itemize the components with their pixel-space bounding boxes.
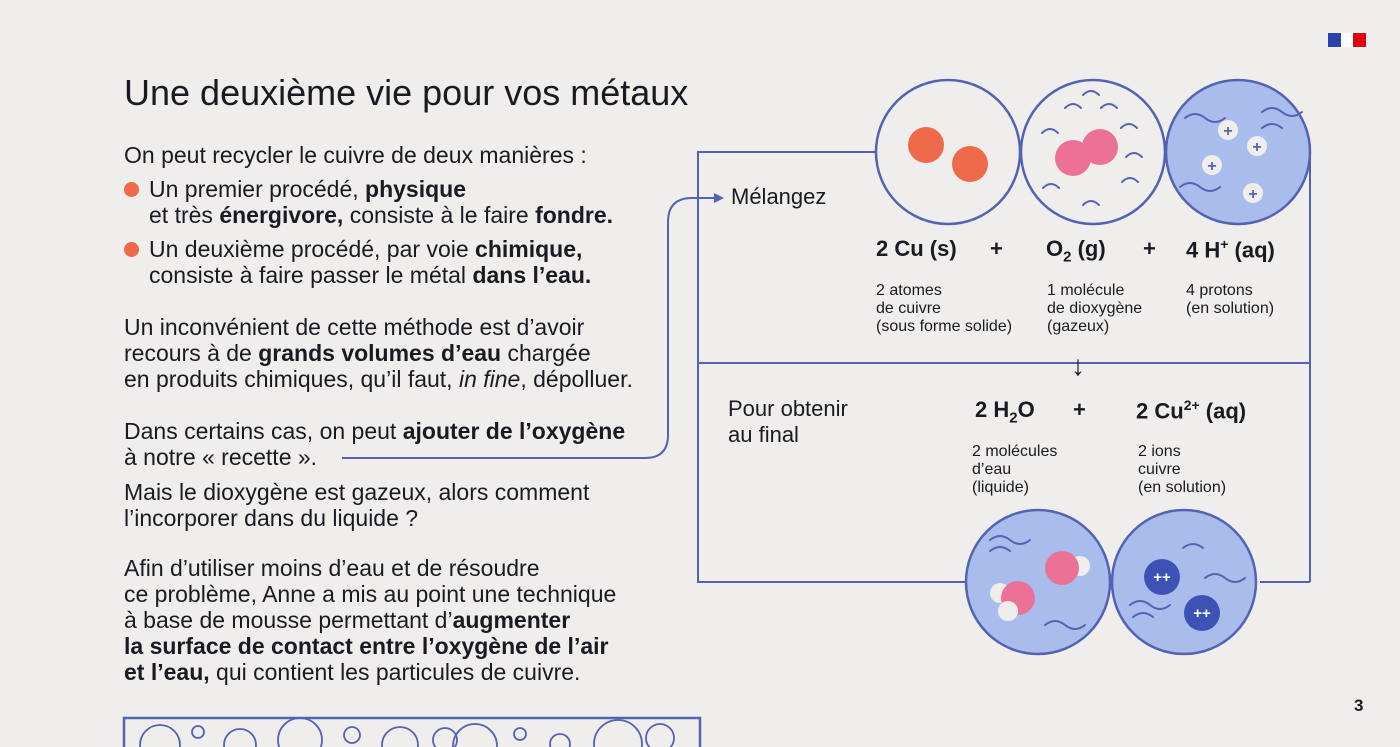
ion-symbol: ++ xyxy=(1193,605,1211,622)
plus-sign: + xyxy=(990,236,1003,261)
proton-symbol: + xyxy=(1248,186,1258,203)
plus-sign: + xyxy=(1143,236,1156,261)
water-caption: 2 molécules d’eau (liquide) xyxy=(972,443,1058,496)
bullet-physical: Un premier procédé, physique et très énergivore, consiste à le faire fondre. xyxy=(124,176,684,228)
page-title: Une deuxième vie pour vos métaux xyxy=(124,72,689,113)
intro-text: On peut recycler le cuivre de deux manières : xyxy=(124,142,587,168)
protons-formula: 4 H+ (aq) xyxy=(1186,236,1275,263)
connector-line xyxy=(342,198,714,458)
protons-caption: 4 protons (en solution) xyxy=(1186,282,1275,317)
proton-symbol: + xyxy=(1223,123,1233,140)
result-label: Pour obtenir au final xyxy=(728,396,848,447)
copper-atoms-circle xyxy=(876,80,1020,224)
copper-ion-formula: 2 $Cu^{2+}$ (aq) xyxy=(1136,397,1247,424)
copper-formula: 2 Cu (s) xyxy=(876,236,957,261)
connector-arrow-icon xyxy=(714,193,724,203)
reaction-arrow-icon: ↓ xyxy=(1071,350,1085,381)
copper-caption: 2 atomes de cuivre (sous forme solide) xyxy=(876,282,1013,335)
bullet-chemical: Un deuxième procédé, par voie chimique, consiste à faire passer le métal dans l’eau. xyxy=(124,236,684,288)
proton-symbol: + xyxy=(1252,139,1262,156)
water-molecules-circle xyxy=(966,510,1110,654)
oxygen-atom-icon xyxy=(1055,140,1091,176)
copper-ion-caption: 2 ions cuivre (en solution) xyxy=(1138,443,1227,496)
foam-strip-decoration xyxy=(124,718,700,747)
copper-atom-icon xyxy=(952,146,988,182)
ion-symbol: ++ xyxy=(1153,569,1171,586)
oxygen-paragraph: Dans certains cas, on peut ajouter de l’oxygène à notre « recette ». xyxy=(124,418,626,470)
plus-sign: + xyxy=(1073,397,1086,422)
oxygen-formula: $O_2$ (g) xyxy=(1046,236,1106,266)
drawback-paragraph: Un inconvénient de cette méthode est d’avoir recours à de grands volumes d’eau chargée en produits chimiques, qu’il faut, in fine, dépolluer. xyxy=(124,314,633,392)
solution-paragraph: Afin d’utiliser moins d’eau et de résoudre ce problème, Anne a mis au point une technique à base de mousse permettant d’augmenter la surface de contact entre l’oxygène de l’air et l’eau, qui contient les particules de cuivre. xyxy=(124,555,617,685)
oxygen-caption: 1 molécule de dioxygène (gazeux) xyxy=(1047,282,1143,335)
protons-circle xyxy=(1166,80,1310,224)
mix-label: Mélangez xyxy=(731,184,827,209)
proton-symbol: + xyxy=(1207,158,1217,175)
water-formula: 2 $H_2O$ xyxy=(975,397,1035,427)
page-number: 3 xyxy=(1354,696,1364,715)
gas-question-paragraph: Mais le dioxygène est gazeux, alors comment l’incorporer dans du liquide ? xyxy=(124,479,590,531)
copper-atom-icon xyxy=(908,127,944,163)
